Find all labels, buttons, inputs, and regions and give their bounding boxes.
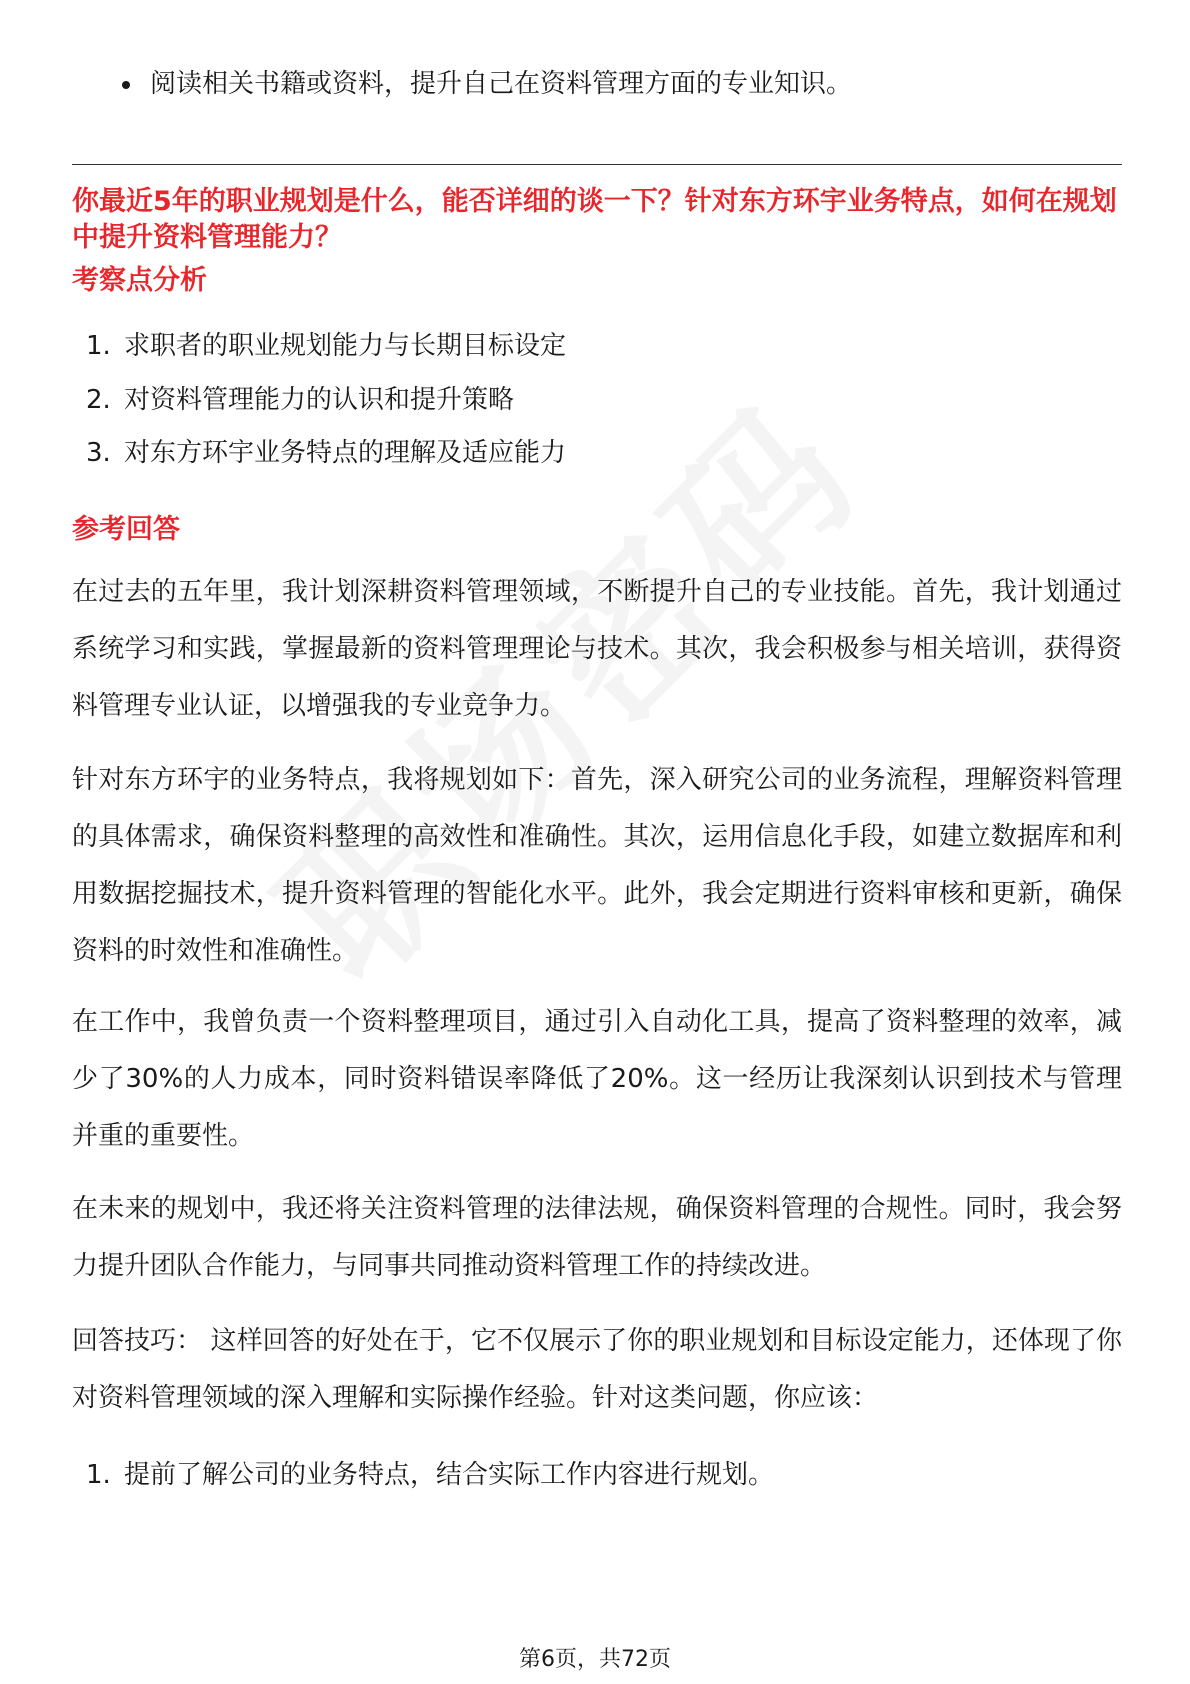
paragraph: 针对东方环宇的业务特点，我将规划如下：首先，深入研究公司的业务流程，理解资料管理的具体需求，确保资料整理的高效性和准确性。其次，运用信息化手段，如建立数据库和利用数据挖掘技术，提升资料管理的智能化水平。此外，我会定期进行资料审核和更新，确保资料的时效性和准确性。 [72, 765, 1122, 966]
list-item [86, 433, 566, 473]
list-text: 对资料管理能力的认识和提升策略 [124, 385, 515, 415]
paragraph: 在未来的规划中，我还将关注资料管理的法律法规，确保资料管理的合规性。同时，我会努力提升团队合作能力，与同事共同推动资料管理工作的持续改进。 [72, 1194, 1122, 1281]
answer-title: 参考回答 [72, 514, 180, 545]
question-heading: 你最近5年的职业规划是什么，能否详细的谈一下？针对东方环宇业务特点，如何在规划中提升资料管理能力？ [72, 186, 1117, 253]
list-item [86, 326, 566, 366]
bullet-item: 阅读相关书籍或资料，提升自己在资料管理方面的专业知识。 [122, 64, 852, 104]
page-footer: 第6页，共72页 [519, 1647, 671, 1672]
list-text: 对东方环宇业务特点的理解及适应能力 [124, 438, 567, 468]
divider [72, 164, 1122, 165]
paragraph: 在过去的五年里，我计划深耕资料管理领域，不断提升自己的专业技能。首先，我计划通过系统学习和实践，掌握最新的资料管理理论与技术。其次，我会积极参与相关培训，获得资料管理专业认证，以增强我的专业竞争力。 [72, 577, 1122, 721]
list-number: 1. [86, 1460, 111, 1490]
list-item [86, 1455, 774, 1495]
analysis-title: 考察点分析 [72, 265, 207, 296]
list-number: 2. [86, 385, 111, 415]
list-item [86, 380, 514, 420]
paragraph: 在工作中，我曾负责一个资料整理项目，通过引入自动化工具，提高了资料整理的效率，减少了30%的人力成本，同时资料错误率降低了20%。这一经历让我深刻认识到技术与管理并重的重要性。 [72, 1007, 1122, 1151]
list-text: 提前了解公司的业务特点，结合实际工作内容进行规划。 [124, 1460, 775, 1490]
answer-tips-paragraph: 回答技巧： 这样回答的好处在于，它不仅展示了你的职业规划和目标设定能力，还体现了你对资料管理领域的深入理解和实际操作经验。针对这类问题，你应该： [72, 1326, 1122, 1413]
list-number: 1. [86, 331, 111, 361]
list-text: 求职者的职业规划能力与长期目标设定 [124, 331, 567, 361]
list-number: 3. [86, 438, 111, 468]
